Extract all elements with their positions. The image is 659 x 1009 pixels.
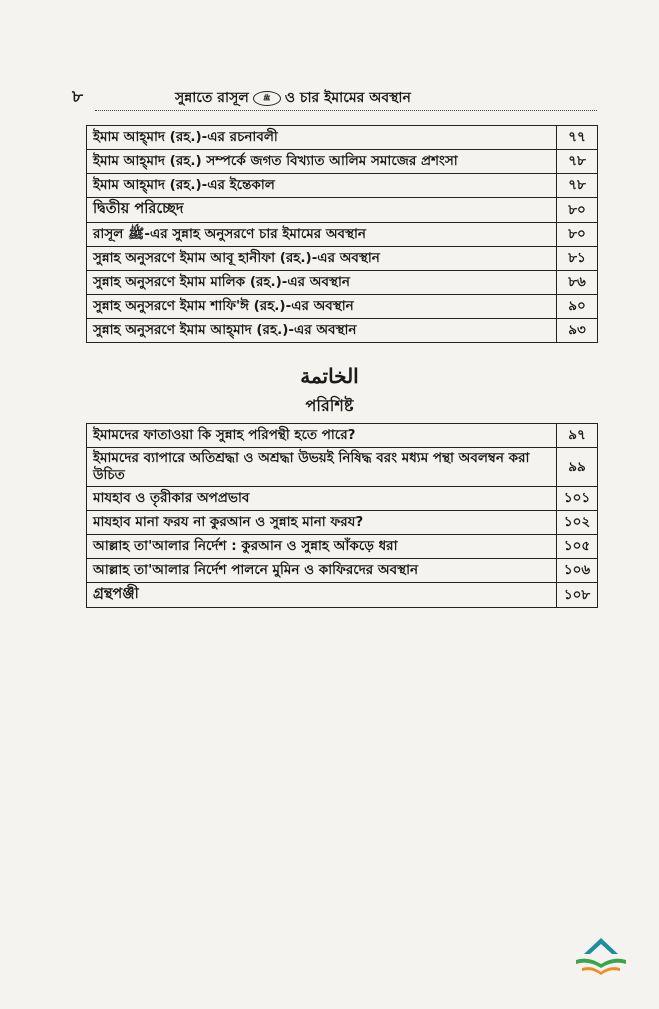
toc-entry-page: ৭৭ [557,126,598,150]
toc-entry-page: ৮০ [557,198,598,223]
toc-row [87,511,598,535]
toc-entry-page: ৯৩ [557,319,598,343]
toc-table-part-one [86,125,598,343]
toc-row [87,223,598,247]
page-number: ৮ [72,87,84,107]
toc-row [87,319,598,343]
toc-row [87,126,598,150]
toc-entry-title: গ্রন্থপঞ্জী [87,583,557,608]
toc-row [87,448,598,487]
toc-entry-title: আল্লাহ তা'আলার নির্দেশ : কুরআন ও সুন্নাহ আঁকড়ে ধরা [87,535,557,559]
toc-entry-title: সুন্নাহ অনুসরণে ইমাম মালিক (রহ.)-এর অবস্থান [87,271,557,295]
toc-row [87,424,598,448]
toc-entry-page: ৮৬ [557,271,598,295]
running-header [175,86,495,110]
toc-entry-title: মাযহাব ও তৃরীকার অপপ্রভাব [87,487,557,511]
toc-entry-page: ১০৫ [557,535,598,559]
publisher-logo-icon [574,932,628,978]
header-title-right: ও চার ইমামের অবস্থান [284,90,411,106]
toc-row [87,174,598,198]
toc-row [87,583,598,608]
toc-entry-title: সুন্নাহ অনুসরণে ইমাম আহ্‌মাদ (রহ.)-এর অবস্থান [87,319,557,343]
toc-entry-page: ৭৮ [557,174,598,198]
toc-row [87,487,598,511]
toc-entry-title: রাসূল ﷺ-এর সুন্নাহ অনুসরণে চার ইমামের অবস্থান [87,223,557,247]
toc-entry-title: মাযহাব মানা ফরয না কুরআন ও সুন্নাহ মানা ফরয? [87,511,557,535]
toc-entry-page: ১০১ [557,487,598,511]
toc-row [87,247,598,271]
toc-entry-title: আল্লাহ তা'আলার নির্দেশ পালনে মুমিন ও কাফিরদের অবস্থান [87,559,557,583]
toc-entry-page: ১০২ [557,511,598,535]
conclusion-heading: الخاتمة [300,364,359,388]
toc-entry-page: ৮১ [557,247,598,271]
toc-entry-page: ৯৯ [557,448,598,487]
toc-entry-title: সুন্নাহ অনুসরণে ইমাম আবূ হানীফা (রহ.)-এর অবস্থান [87,247,557,271]
toc-row [87,150,598,174]
toc-row [87,535,598,559]
toc-entry-page: ১০৮ [557,583,598,608]
toc-entry-title: ইমামদের ফাতাওয়া কি সুন্নাহ পরিপন্থী হতে পারে? [87,424,557,448]
toc-entry-title: ইমাম আহ্‌মাদ (রহ.) সম্পর্কে জগত বিখ্যাত আলিম সমাজের প্রশংসা [87,150,557,174]
toc-entry-title: সুন্নাহ অনুসরণে ইমাম শাফি'ঈ (রহ.)-এর অবস্থান [87,295,557,319]
toc-row [87,559,598,583]
toc-entry-title: দ্বিতীয় পরিচ্ছেদ [87,198,557,223]
toc-row [87,198,598,223]
toc-table-part-two [86,423,598,608]
toc-entry-page: ১০৬ [557,559,598,583]
toc-entry-title: ইমাম আহ্‌মাদ (রহ.)-এর ইন্তেকাল [87,174,557,198]
pbuh-seal-icon: ﷺ [253,91,281,106]
toc-entry-page: ৯০ [557,295,598,319]
toc-entry-title: ইমাম আহ্‌মাদ (রহ.)-এর রচনাবলী [87,126,557,150]
toc-entry-page: ৮০ [557,223,598,247]
toc-entry-title: ইমামদের ব্যাপারে অতিশ্রদ্ধা ও অশ্রদ্ধা উভয়ই নিষিদ্ধ বরং মধ্যম পন্থা অবলম্বন করা উচিত [87,448,557,487]
toc-entry-page: ৭৮ [557,150,598,174]
header-divider [95,110,597,111]
toc-row [87,295,598,319]
appendix-heading: পরিশিষ্ট [305,396,354,415]
header-title-left: সুন্নাতে রাসূল [175,90,249,106]
toc-entry-page: ৯৭ [557,424,598,448]
toc-row [87,271,598,295]
